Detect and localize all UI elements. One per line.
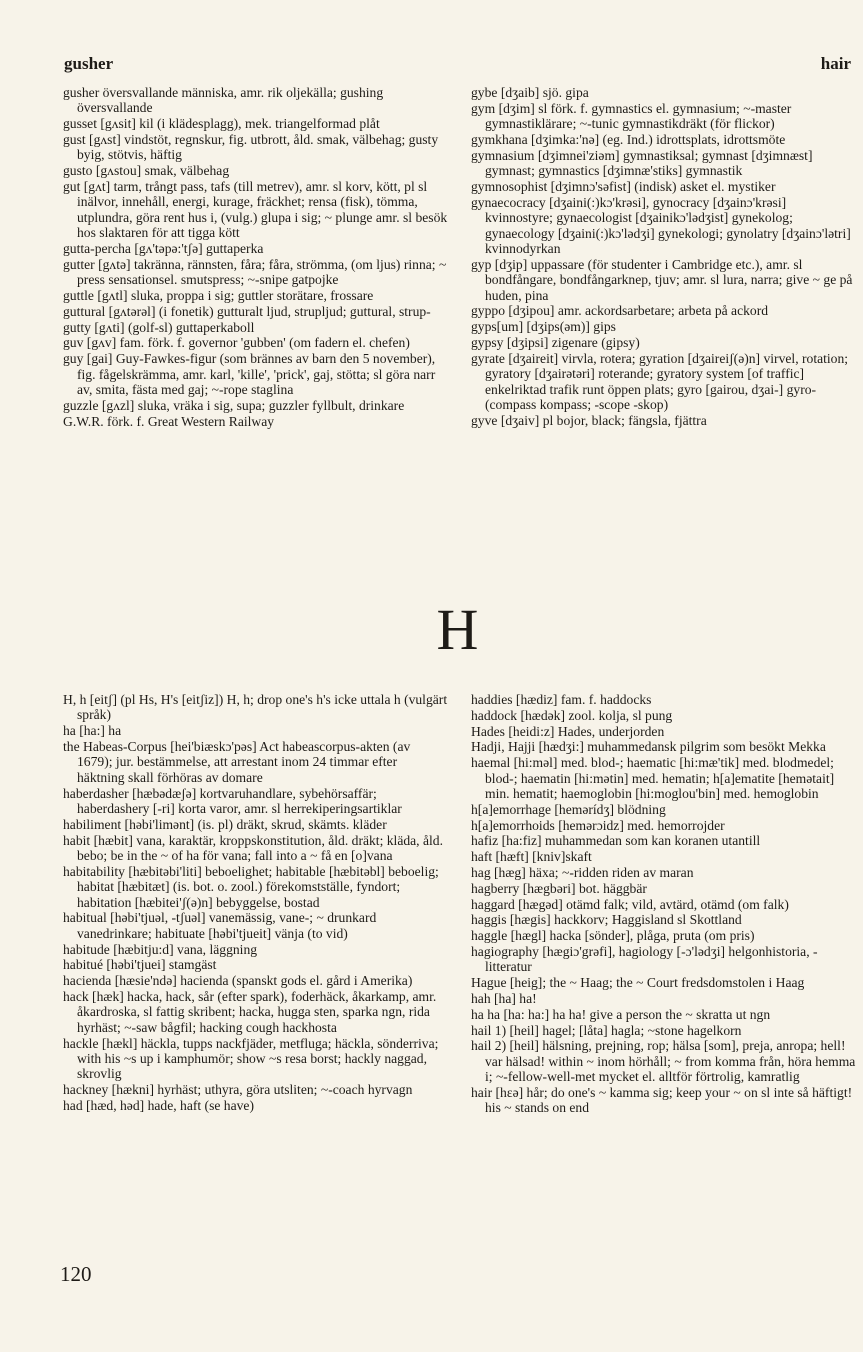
entry-haggard: haggard [hægəd] otämd falk; vild, avtärd, otämd (om falk)	[471, 896, 789, 912]
running-head-left: gusher	[64, 54, 114, 73]
entry-habitual: habitual [həbi'tjuəl, -tʃuəl] vanemässig, vane-; ~ drunkard vanedrinkare; habituate [həbi'tjueit] vänja (to vid)	[63, 910, 377, 941]
entry-hail-2: hail 2) [heil] hälsning, prejning, rop; hälsa [som], preja, anropa; hell! var hälsad! within ~ inom hörhåll; ~ from komma från, höra hemma i; ~-fellow-well-met mycket el. alltför förtrolig, kamratlig	[471, 1038, 856, 1085]
entry-gusher: gusher översvallande människa, amr. rik oljekälla; gushing översvallande	[63, 85, 384, 116]
entry-h: H, h [eitʃ] (pl Hs, H's [eitʃiz]) H, h; drop one's h's icke uttala h (vulgärt språk)	[63, 692, 448, 723]
entry-hail-1: hail 1) [heil] hagel; [låta] hagla; ~stone hagelkorn	[471, 1022, 742, 1038]
section-letter: H	[436, 597, 479, 662]
entry-haemal: haemal [hi:məl] med. blod-; haematic [hi:mæ'tik] med. blodmedel; blod-; haematin [hi:mətin] med. hematin; h[a]ematite [hemətait] min. hematit; haemoglobin [hi:moglou'bin] med. hemoglobin	[471, 755, 835, 801]
entry-hague: Hague [heig]; the ~ Haag; the ~ Court fredsdomstolen i Haag	[471, 975, 805, 991]
entry-hacienda: hacienda [hæsie'ndə] hacienda (spanskt gods el. gård i Amerika)	[63, 973, 413, 989]
column-bottom-left	[63, 692, 448, 1114]
entry-ha: ha [ha:] ha	[63, 723, 122, 739]
entry-gyp: gyp [dʒip] uppassare (för studenter i Cambridge etc.), amr. sl bondfångare, bondfångarknep, tjuv; amr. sl lura, narra; give ~ ge på huden, pina	[471, 256, 853, 303]
entry-guttural: guttural [gʌtərəl] (i fonetik) gutturalt ljud, strupljud; guttural, strup-	[63, 303, 431, 319]
entry-haemorrhoids: h[a]emorrhoids [hemərɔidz] med. hemorrojder	[471, 817, 725, 833]
entry-hagberry: hagberry [hægbəri] bot. häggbär	[471, 880, 647, 896]
page-number: 120	[60, 1262, 92, 1286]
entry-haddies: haddies [hædiz] fam. f. haddocks	[471, 692, 652, 707]
entry-gutter: gutter [gʌtə] takränna, rännsten, fåra; fåra, strömma, (om ljus) rinna; ~ press sensationsel. smutspress; ~-snipe gatpojke	[63, 256, 447, 288]
entry-habitability: habitability [hæbitəbi'liti] beboelighet; habitable [hæbitəbl] beboelig; habitat [hæbitæt] (is. bot. o. zool.) förekomstställe, fyndort; habitation [hæbitei'ʃ(ə)n] bebyggelse, bostad	[63, 863, 439, 910]
entry-gypsum: gyps[um] [dʒips(əm)] gips	[471, 319, 616, 335]
entry-habiliment: habiliment [həbi'limənt] (is. pl) dräkt, skrud, skämts. kläder	[63, 816, 387, 832]
entry-hack: hack [hæk] hacka, hack, sår (efter spark), foderhäck, åkarkamp, amr. åkardroska, sl fattig skribent; hacka, hugga sten, sparka ngn, rida hyrhäst; ~-saw bågfil; hacking cough hackhosta	[63, 989, 437, 1035]
entry-ha-ha: ha ha [ha: ha:] ha ha! give a person the ~ skratta ut ngn	[471, 1006, 771, 1022]
entry-guttle: guttle [gʌtl] sluka, proppa i sig; guttler storätare, frossare	[63, 288, 374, 304]
entry-hagiography: hagiography [hægiɔ'grəfi], hagiology [-ɔ'lədʒi] helgonhistoria, -litteratur	[471, 943, 818, 975]
entry-gynaecocracy: gynaecocracy [dʒaini(:)kɔ'krəsi], gynocracy [dʒainɔ'krəsi] kvinnostyre; gynaecologist [dʒainikɔ'lədʒist] gynekolog; gynaecology [dʒaini(:)kɔ'lədʒi] gynekologi; gynolatry [dʒainɔ'lətri] kvinnodyrkan	[471, 194, 851, 257]
entry-gyrate: gyrate [dʒaireit] virvla, rotera; gyration [dʒaireiʃ(ə)n] virvel, rotation; gyratory [dʒairətəri] roterande; gyratory system [of traffic] enkelriktad trafik runt öppen plats; gyro [gairou, dʒai-] gyro- (compass kompass; -scope -skop)	[471, 350, 849, 413]
entry-haft: haft [hæft] [kniv]skaft	[471, 849, 592, 865]
entry-hades: Hades [heidi:z] Hades, underjorden	[471, 723, 665, 739]
entry-gutta-percha: gutta-percha [gʌ'təpə:'tʃə] guttaperka	[63, 241, 264, 257]
running-head-right: hair	[820, 54, 851, 73]
entry-habitue: habitué [həbi'tjuei] stamgäst	[63, 957, 217, 973]
column-bottom-right	[471, 692, 856, 1116]
entry-haberdasher: haberdasher [hæbədæʃə] kortvaruhandlare, sybehörsaffär; haberdashery [-ri] korta varor, amr. sl herrekiperingsartiklar	[63, 785, 402, 817]
entry-habit: habit [hæbit] vana, karaktär, kroppskonstitution, åld. dräkt; kläda, åld. bebo; be in the ~ of ha för vana; fall into a ~ få en [o]vana	[63, 832, 443, 864]
entry-guy: guy [gai] Guy-Fawkes-figur (som brännes av barn den 5 november), fig. fågelskrämma, amr. karl, 'kille', 'prick', gaj, stötta; sl göra narr av, smita, fästa med gaj; ~-rope staglina	[63, 351, 436, 398]
entry-haggle: haggle [hægl] hacka [sönder], plåga, pruta (om pris)	[471, 928, 755, 944]
entry-gym: gym [dʒim] sl förk. f. gymnastics el. gymnasium; ~-master gymnastiklärare; ~-tunic gymnastikdräkt (för flickor)	[471, 100, 792, 132]
entry-gybe: gybe [dʒaib] sjö. gipa	[471, 85, 589, 100]
entry-hair: hair [hɛə] hår; do one's ~ kamma sig; keep your ~ on sl inte så häftigt! his ~ stands on end	[471, 1084, 853, 1116]
entry-haemorrhage: h[a]emorrhage [hemərídʒ] blödning	[471, 801, 666, 817]
entry-hafiz: hafiz [ha:fiz] muhammedan som kan koranen utantill	[471, 833, 761, 849]
entry-guzzle: guzzle [gʌzl] sluka, vräka i sig, supa; guzzler fyllbult, drinkare	[63, 397, 405, 413]
entry-haddock: haddock [hædək] zool. kolja, sl pung	[471, 707, 673, 723]
entry-hadji: Hadji, Hajji [hædʒi:] muhammedansk pilgrim som besökt Mekka	[471, 739, 826, 755]
entry-hackney: hackney [hækni] hyrhäst; uthyra, göra utsliten; ~-coach hyrvagn	[63, 1082, 413, 1098]
entry-gymnasium: gymnasium [dʒimnei'ziəm] gymnastiksal; gymnast [dʒimnæst] gymnast; gymnastics [dʒimnæ'stiks] gymnastik	[471, 147, 813, 179]
entry-gymkhana: gymkhana [dʒimka:'nə] (eg. Ind.) idrottsplats, idrottsmöte	[471, 132, 786, 147]
entry-gusset: gusset [gʌsit] kil (i klädesplagg), mek. triangelformad plåt	[63, 116, 380, 132]
entry-guv: guv [gʌv] fam. förk. f. governor 'gubben' (om fadern el. chefen)	[63, 335, 410, 351]
entry-gwr: G.W.R. förk. f. Great Western Railway	[63, 413, 275, 429]
entry-gyve: gyve [dʒaiv] pl bojor, black; fängsla, fjättra	[471, 412, 707, 428]
entry-gusto: gusto [gʌstou] smak, välbehag	[63, 163, 230, 179]
entry-habeas-corpus: the Habeas-Corpus [hei'biæskɔ'pəs] Act habeascorpus-akten (av 1679); jur. bestämmelse, att arrestant inom 24 timmar efter häktning skall förhöras av domare	[63, 739, 411, 785]
entry-hackle: hackle [hækl] häckla, tupps nackfjäder, metfluga; häckla, sönderriva; with his ~s up i kamphumör; show ~s resa borst; hackly naggad, skrovlig	[63, 1035, 439, 1082]
entry-habitude: habitude [hæbitju:d] vana, läggning	[63, 941, 258, 957]
entry-gutty: gutty [gʌti] (golf-sl) guttaperkaboll	[63, 319, 255, 335]
entry-hag: hag [hæg] häxa; ~-ridden riden av maran	[471, 864, 694, 880]
entry-had: had [hæd, həd] hade, haft (se have)	[63, 1098, 254, 1114]
entry-gypsy: gypsy [dʒipsi] zigenare (gipsy)	[471, 335, 640, 351]
entry-gymnosophist: gymnosophist [dʒimnɔ'səfist] (indisk) asket el. mystiker	[471, 179, 776, 194]
entry-haggis: haggis [hægis] hackkorv; Haggisland sl Skottland	[471, 912, 742, 928]
entry-gust: gust [gʌst] vindstöt, regnskur, fig. utbrott, åld. smak, välbehag; gusty byig, stötvis, häftig	[63, 132, 439, 163]
column-top-right	[471, 85, 856, 429]
entry-gyppo: gyppo [dʒipou] amr. ackordsarbetare; arbeta på ackord	[471, 303, 769, 319]
entry-gut: gut [gʌt] tarm, trångt pass, tafs (till metrev), amr. sl korv, kött, pl sl inälvor, innehåll, energi, kurage, fräckhet; rensa (fisk), tömma, utplundra, göra rent hus i, (vulg.) glupa i sig; ~ plunge amr. sl besök hos slaktaren för att tigga kött	[63, 179, 448, 241]
column-top-left	[63, 85, 448, 429]
entry-hah: hah [ha] ha!	[471, 990, 537, 1006]
